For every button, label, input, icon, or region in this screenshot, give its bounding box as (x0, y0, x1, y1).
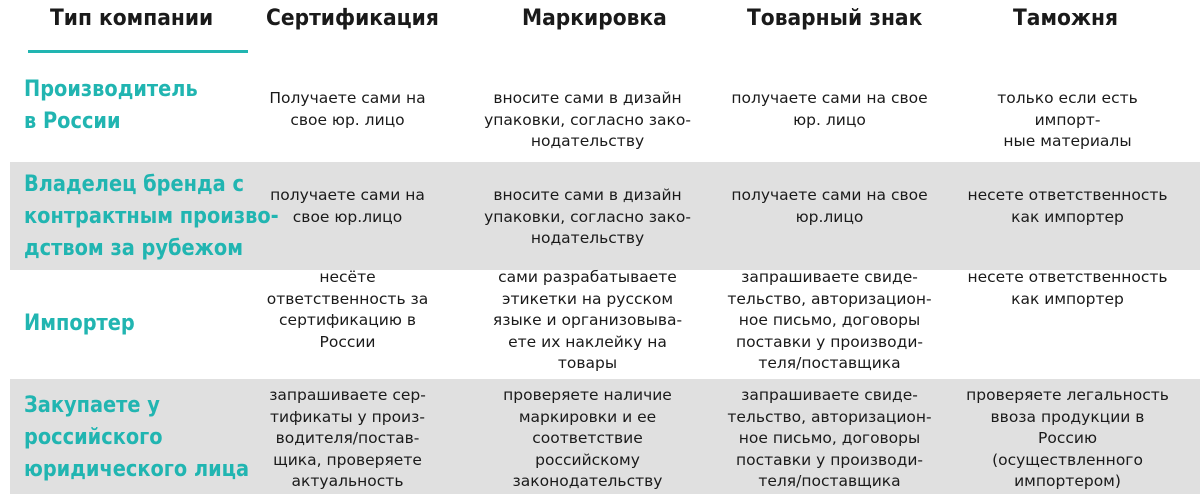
cell-certification: запрашиваете сер- тификаты у произ- водителя/постав- щика, проверяете актуальность (269, 386, 426, 490)
row-title-buy-from-russian-entity: Закупаете у российского юридического лица (24, 393, 250, 482)
cell-trademark: запрашиваете свиде- тельство, авторизацион- ное письмо, договоры поставки у производи- теля/поставщика (727, 268, 932, 372)
cell-trademark: получаете сами на свое юр.лицо (731, 186, 928, 226)
header-accent-underline (28, 50, 248, 53)
header-certification: Сертификация (266, 6, 439, 31)
table-row (0, 66, 1200, 161)
table-row (0, 379, 1200, 494)
cell-customs: проверяете легальность ввоза продукции в Россию (осуществленного импортером) (966, 386, 1169, 490)
cell-customs: несете ответственность как импортер (967, 186, 1168, 226)
row-title-brand-owner: Владелец бренда с контрактным произво- дством за рубежом (24, 172, 279, 261)
cell-trademark: запрашиваете свиде- тельство, авторизацион- ное письмо, договоры поставки у производи- теля/поставщика (727, 386, 932, 490)
cell-customs: только если есть импорт- ные материалы (997, 89, 1138, 150)
table-row (0, 270, 1200, 376)
cell-marking: вносите сами в дизайн упаковки, согласно зако- нодательству (484, 89, 691, 150)
cell-trademark: получаете сами на свое юр. лицо (731, 89, 928, 129)
cell-customs: несете ответственность как импортер (967, 268, 1168, 308)
header-company-type: Тип компании (50, 6, 214, 31)
header-marking: Маркировка (522, 6, 667, 31)
cell-marking: вносите сами в дизайн упаковки, согласно зако- нодательству (484, 186, 691, 247)
cell-certification: несёте ответственность за сертификацию в России (266, 268, 429, 351)
table-header (0, 0, 1200, 50)
cell-marking: проверяете наличие маркировки и ее соответствие российскому законодательству (503, 386, 672, 490)
row-title-manufacturer: Производитель в России (24, 77, 198, 134)
header-customs: Таможня (1013, 6, 1119, 31)
cell-certification: Получаете сами на свое юр. лицо (269, 89, 426, 129)
cell-marking: сами разрабатываете этикетки на русском языке и организовыва- ете их наклейку на товары (492, 268, 683, 372)
header-trademark: Товарный знак (747, 6, 923, 31)
row-title-importer: Импортер (24, 311, 135, 336)
cell-certification: получаете сами на свое юр.лицо (270, 186, 425, 226)
table-row (0, 162, 1200, 270)
